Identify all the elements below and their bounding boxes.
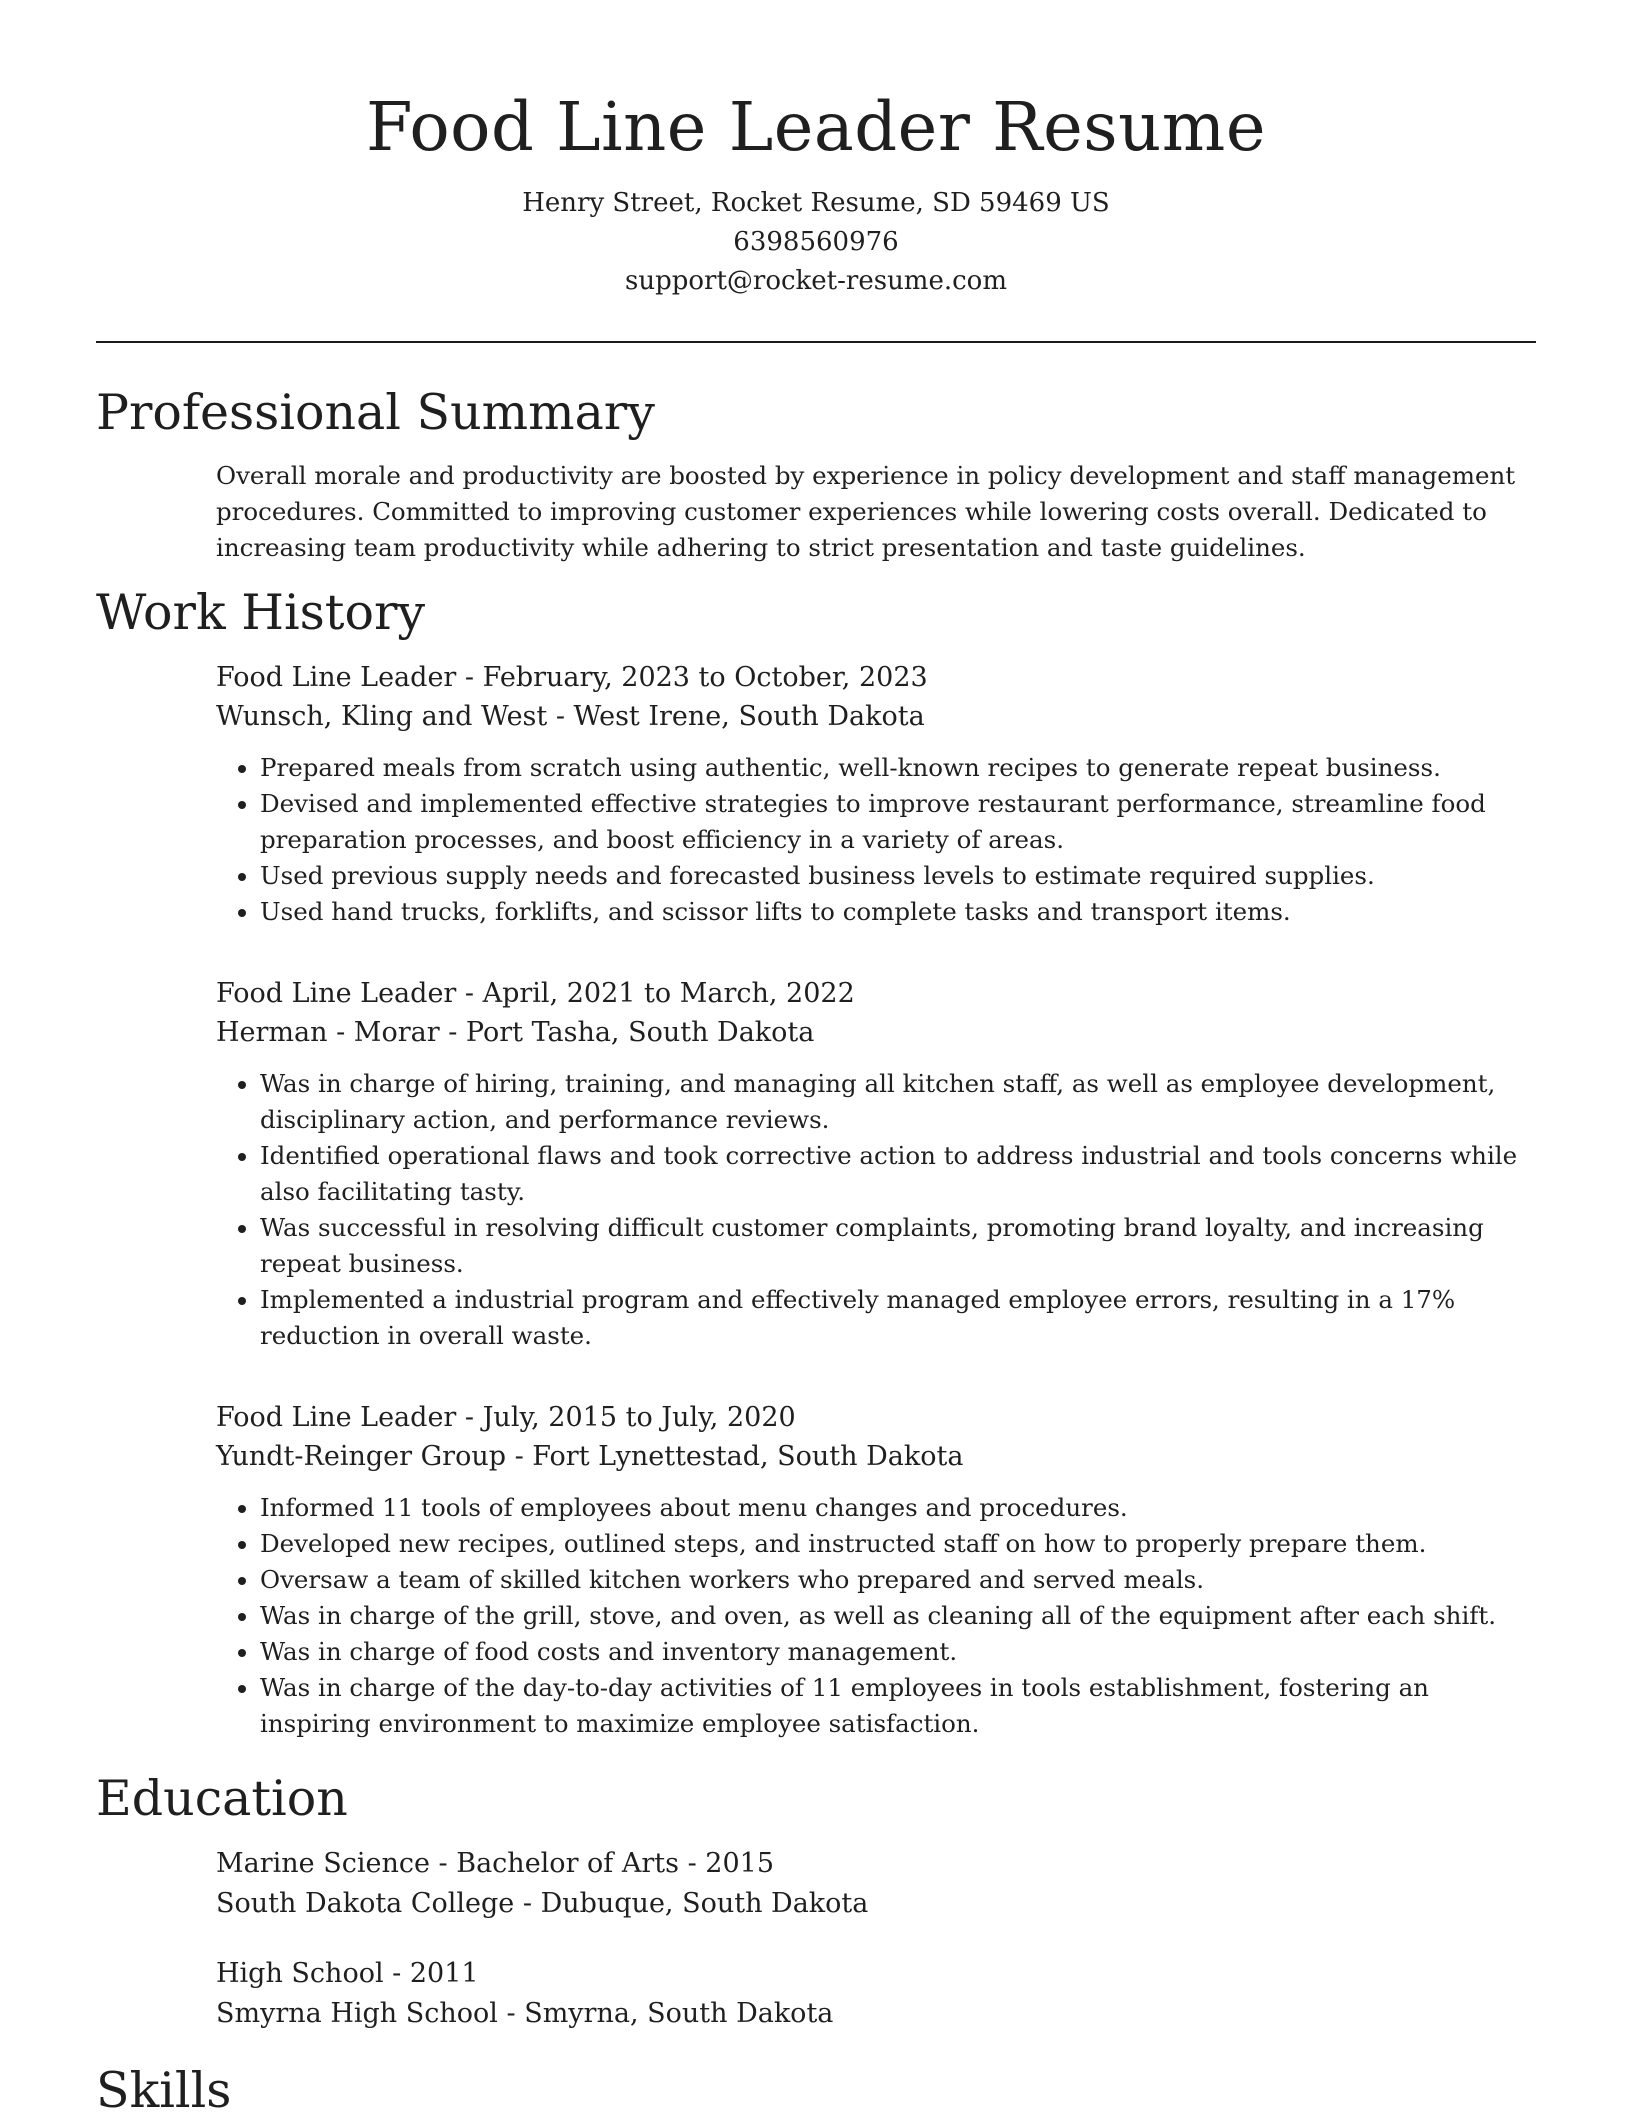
contact-email: support@rocket-resume.com	[624, 266, 1007, 296]
job-title-line: Food Line Leader - February, 2023 to October, 2023	[216, 662, 928, 693]
job-title-line: Food Line Leader - July, 2015 to July, 2020	[216, 1402, 796, 1433]
job-bullets	[216, 1066, 1536, 1354]
work-entry	[216, 658, 1536, 930]
job-bullet: • Used previous supply needs and forecasted business levels to estimate required supplies.	[260, 858, 1536, 894]
job-title-line: Food Line Leader - April, 2021 to March, 2022	[216, 978, 855, 1009]
summary-text: Overall morale and productivity are boosted by experience in policy development and staff management procedures. Committed to improving customer experiences while lowering costs overall. Dedicated to increasing team productivity while adhering to strict presentation and taste guidelines.	[216, 461, 1516, 562]
section-title-skills: Skills	[96, 2062, 232, 2119]
job-bullet: • Used hand trucks, forklifts, and scissor lifts to complete tasks and transport items.	[260, 894, 1536, 930]
job-bullet: • Identified operational flaws and took corrective action to address industrial and tools concerns while also facilitating tasty.	[260, 1138, 1536, 1210]
job-bullet: • Was in charge of food costs and inventory management.	[260, 1634, 1536, 1670]
resume-title: Food Line Leader Resume	[366, 88, 1266, 166]
job-company-line: Herman - Morar - Port Tasha, South Dakota	[216, 1017, 815, 1048]
section-title-summary: Professional Summary	[96, 384, 655, 441]
education-degree-line: Marine Science - Bachelor of Arts - 2015	[216, 1848, 774, 1879]
resume-header	[96, 80, 1536, 301]
job-company-line: Wunsch, Kling and West - West Irene, South Dakota	[216, 701, 925, 732]
job-bullet: • Prepared meals from scratch using authentic, well-known recipes to generate repeat business.	[260, 750, 1536, 786]
contact-info	[96, 184, 1536, 301]
section-title-education: Education	[96, 1770, 348, 1827]
contact-phone: 6398560976	[733, 227, 899, 257]
header-divider	[96, 341, 1536, 343]
job-bullet: • Was successful in resolving difficult customer complaints, promoting brand loyalty, and increasing repeat business.	[260, 1210, 1536, 1282]
job-bullet: • Developed new recipes, outlined steps, and instructed staff on how to properly prepare them.	[260, 1526, 1536, 1562]
work-entry	[216, 1398, 1536, 1742]
job-bullets	[216, 750, 1536, 930]
job-bullet: • Implemented a industrial program and effectively managed employee errors, resulting in a 17% reduction in overall waste.	[260, 1282, 1536, 1354]
education-degree-line: High School - 2011	[216, 1958, 479, 1989]
job-bullet: • Informed 11 tools of employees about menu changes and procedures.	[260, 1490, 1536, 1526]
section-title-work-history: Work History	[96, 584, 426, 641]
job-bullet: • Was in charge of hiring, training, and managing all kitchen staff, as well as employee development, disciplinary action, and performance reviews.	[260, 1066, 1536, 1138]
job-bullet: • Devised and implemented effective strategies to improve restaurant performance, streamline food preparation processes, and boost efficiency in a variety of areas.	[260, 786, 1536, 858]
education-school-line: South Dakota College - Dubuque, South Dakota	[216, 1888, 869, 1919]
job-bullet: • Oversaw a team of skilled kitchen workers who prepared and served meals.	[260, 1562, 1536, 1598]
job-bullets	[216, 1490, 1536, 1742]
job-bullet: • Was in charge of the day-to-day activities of 11 employees in tools establishment, fostering an inspiring environment to maximize employee satisfaction.	[260, 1670, 1536, 1742]
contact-address: Henry Street, Rocket Resume, SD 59469 US	[522, 188, 1110, 218]
education-school-line: Smyrna High School - Smyrna, South Dakota	[216, 1998, 834, 2029]
education-entry	[216, 1954, 1536, 2034]
job-bullet: • Was in charge of the grill, stove, and oven, as well as cleaning all of the equipment after each shift.	[260, 1598, 1536, 1634]
work-entry	[216, 974, 1536, 1354]
job-company-line: Yundt-Reinger Group - Fort Lynettestad, South Dakota	[216, 1441, 964, 1472]
resume-content	[96, 378, 1536, 2126]
education-entry	[216, 1844, 1536, 1924]
